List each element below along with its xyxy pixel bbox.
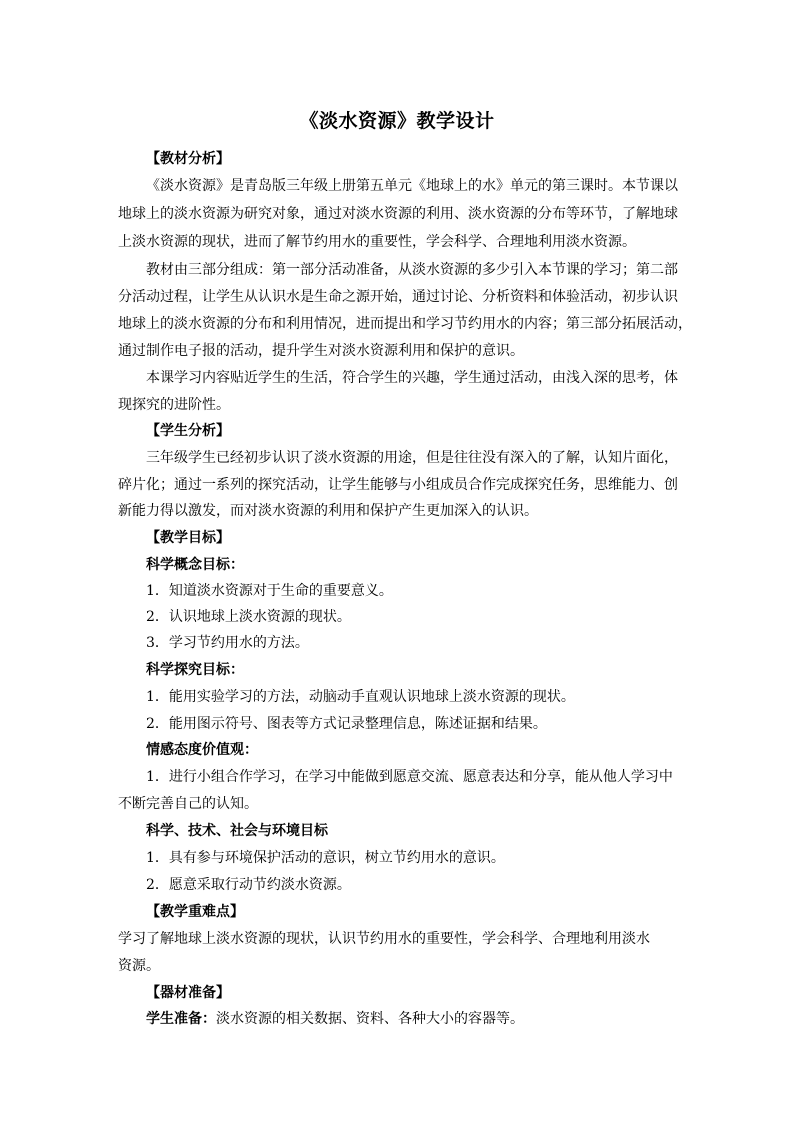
paragraph-line: 教材由三部分组成：第一部分活动准备，从淡水资源的多少引入本节课的学习；第二部 (146, 262, 678, 278)
paragraph-line: 分活动过程，让学生从认识水是生命之源开始，通过讨论、分析资料和体验活动，初步认识 (118, 289, 678, 305)
list-item: 1．具有参与环境保护活动的意识，树立节约用水的意识。 (146, 850, 505, 866)
paragraph-line: 碎片化；通过一系列的探究活动，让学生能够与小组成员合作完成探究任务，思维能力、创 (118, 477, 678, 493)
list-item: 1．进行小组合作学习，在学习中能做到愿意交流、愿意表达和分享，能从他人学习中 (146, 769, 673, 785)
paragraph-line: 资源。 (118, 958, 160, 974)
paragraph-line: 三年级学生已经初步认识了淡水资源的用途，但是往往没有深入的了解，认知片面化， (146, 450, 678, 466)
subheading-concept: 科学概念目标： (146, 557, 244, 573)
section-heading-analysis: 【教材分析】 (146, 151, 230, 167)
paragraph-line: 通过制作电子报的活动，提升学生对淡水资源利用和保护的意识。 (118, 343, 524, 359)
paragraph-line: 《淡水资源》是青岛版三年级上册第五单元《地球上的水》单元的第三课时。本节课以 (146, 178, 678, 194)
paragraph-line: 现探究的进阶性。 (118, 397, 230, 413)
section-heading-materials: 【器材准备】 (146, 985, 230, 1001)
list-item: 2．愿意采取行动节约淡水资源。 (146, 877, 351, 893)
section-heading-goals: 【教学目标】 (146, 530, 230, 546)
materials-line (146, 1010, 524, 1028)
paragraph-line: 上淡水资源的现状，进而了解节约用水的重要性，学会科学、合理地利用淡水资源。 (118, 234, 636, 250)
list-item: 3．学习节约用水的方法。 (146, 635, 309, 651)
paragraph-line: 地球上的淡水资源的分布和利用情况，进而提出和学习节约用水的内容；第三部分拓展活动， (118, 316, 692, 332)
paragraph-line: 新能力得以激发，而对淡水资源的利用和保护产生更加深入的认识。 (118, 503, 538, 519)
paragraph-line: 学习了解地球上淡水资源的现状，认识节约用水的重要性，学会科学、合理地利用淡水 (118, 931, 650, 947)
paragraph-line: 本课学习内容贴近学生的生活，符合学生的兴趣，学生通过活动，由浅入深的思考，体 (146, 370, 678, 386)
section-heading-student: 【学生分析】 (146, 423, 230, 439)
subheading-inquiry: 科学探究目标： (146, 662, 244, 678)
list-item: 1．能用实验学习的方法，动脑动手直观认识地球上淡水资源的现状。 (146, 689, 575, 705)
materials-text: 淡水资源的相关数据、资料、各种大小的容器等。 (216, 1011, 524, 1027)
section-heading-key: 【教学重难点】 (146, 904, 244, 920)
list-item: 2．能用图示符号、图表等方式记录整理信息，陈述证据和结果。 (146, 716, 547, 732)
subheading-attitude: 情感态度价值观： (146, 742, 258, 758)
list-item: 2．认识地球上淡水资源的现状。 (146, 609, 351, 625)
paragraph-line: 地球上的淡水资源为研究对象，通过对淡水资源的利用、淡水资源的分布等环节，了解地球 (118, 206, 678, 222)
subheading-sts: 科学、技术、社会与环境目标 (146, 823, 328, 839)
materials-label: 学生准备： (146, 1011, 216, 1027)
document-title: 《淡水资源》教学设计 (299, 110, 495, 132)
list-item: 1．知道淡水资源对于生命的重要意义。 (146, 583, 393, 599)
paragraph-line: 不断完善自己的认知。 (118, 796, 258, 812)
